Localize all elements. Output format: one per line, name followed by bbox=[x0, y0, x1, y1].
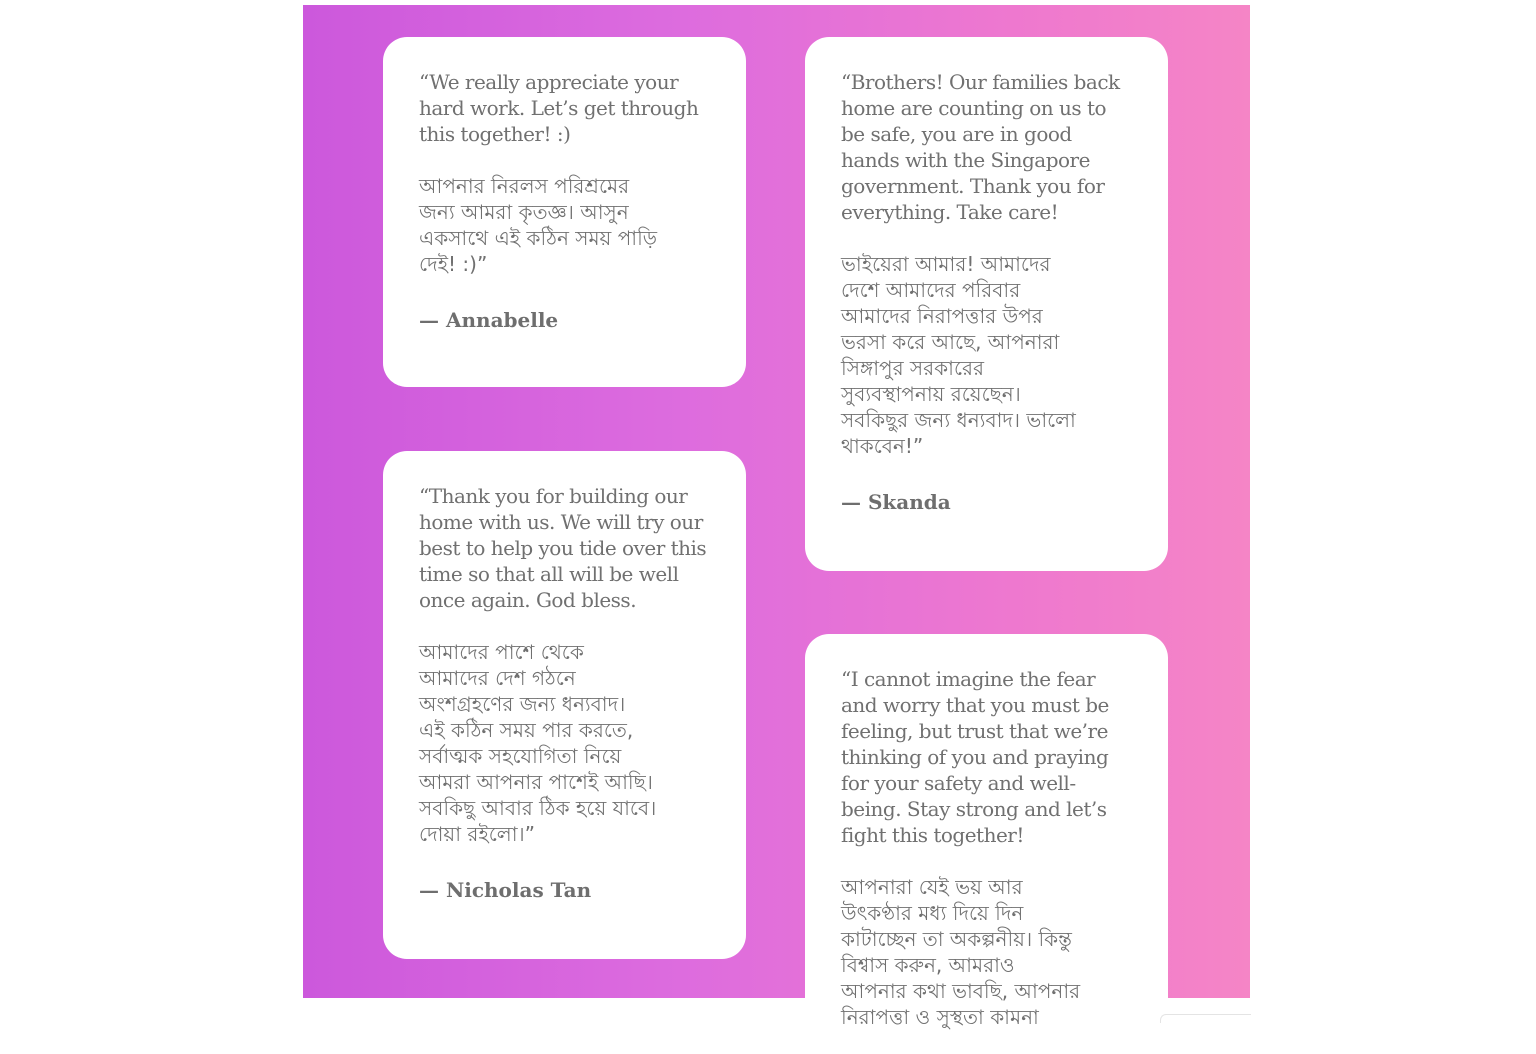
testimonial-card bbox=[805, 634, 1168, 1054]
quote-english: “We really appreciate your hard work. Let’s get through this together! :) bbox=[419, 70, 699, 146]
testimonial-card bbox=[383, 37, 746, 387]
testimonial-card bbox=[383, 451, 746, 959]
quote-english: “I cannot imagine the fear and worry that you must be feeling, but trust that we’re thinking of you and praying for your safety and well-being. Stay strong and let’s fight this together! bbox=[841, 667, 1109, 847]
quote-bengali: আমাদের পাশে থেকে আমাদের দেশ গঠনে অংশগ্রহণের জন্য ধন্যবাদ। এই কঠিন সময় পার করতে, সর্বাত্মক সহযোগিতা নিয়ে আমরা আপনার পাশেই আছি। সবকিছু আবার ঠিক হয়ে যাবে। দোয়া রইলো।” bbox=[419, 640, 657, 846]
quote-english: “Thank you for building our home with us. We will try our best to help you tide over this time so that all will be well once again. God bless. bbox=[419, 484, 707, 612]
quote-author: — Annabelle bbox=[419, 308, 559, 332]
testimonial-wall bbox=[303, 5, 1250, 1029]
quote-bengali: ভাইয়েরা আমার! আমাদের দেশে আমাদের পরিবার আমাদের নিরাপত্তার উপর ভরসা করে আছে, আপনারা সিঙ্গাপুর সরকারের সুব্যবস্থাপনায় রয়েছেন। সবকিছুর জন্য ধন্যবাদ। ভালো থাকবেন!” bbox=[841, 252, 1076, 458]
page-scroll-edge bbox=[1160, 1014, 1251, 1023]
quote-bengali: আপনারা যেই ভয় আর উৎকণ্ঠার মধ্য দিয়ে দিন কাটাচ্ছেন তা অকল্পনীয়। কিন্তু বিশ্বাস করুন, আমরাও আপনার কথা ভাবছি, আপনার নিরাপত্তা ও সুস্থতা কামনা bbox=[841, 875, 1081, 1029]
quote-author: — Nicholas Tan bbox=[419, 878, 592, 902]
testimonial-card bbox=[805, 37, 1168, 571]
quote-english: “Brothers! Our families back home are counting on us to be safe, you are in good hands with the Singapore government. Thank you for everything. Take care! bbox=[841, 70, 1120, 224]
quote-bengali: আপনার নিরলস পরিশ্রমের জন্য আমরা কৃতজ্ঞ। আসুন একসাথে এই কঠিন সময় পাড়ি দেই! :)” bbox=[419, 174, 658, 276]
quote-author: — Skanda bbox=[841, 490, 951, 514]
